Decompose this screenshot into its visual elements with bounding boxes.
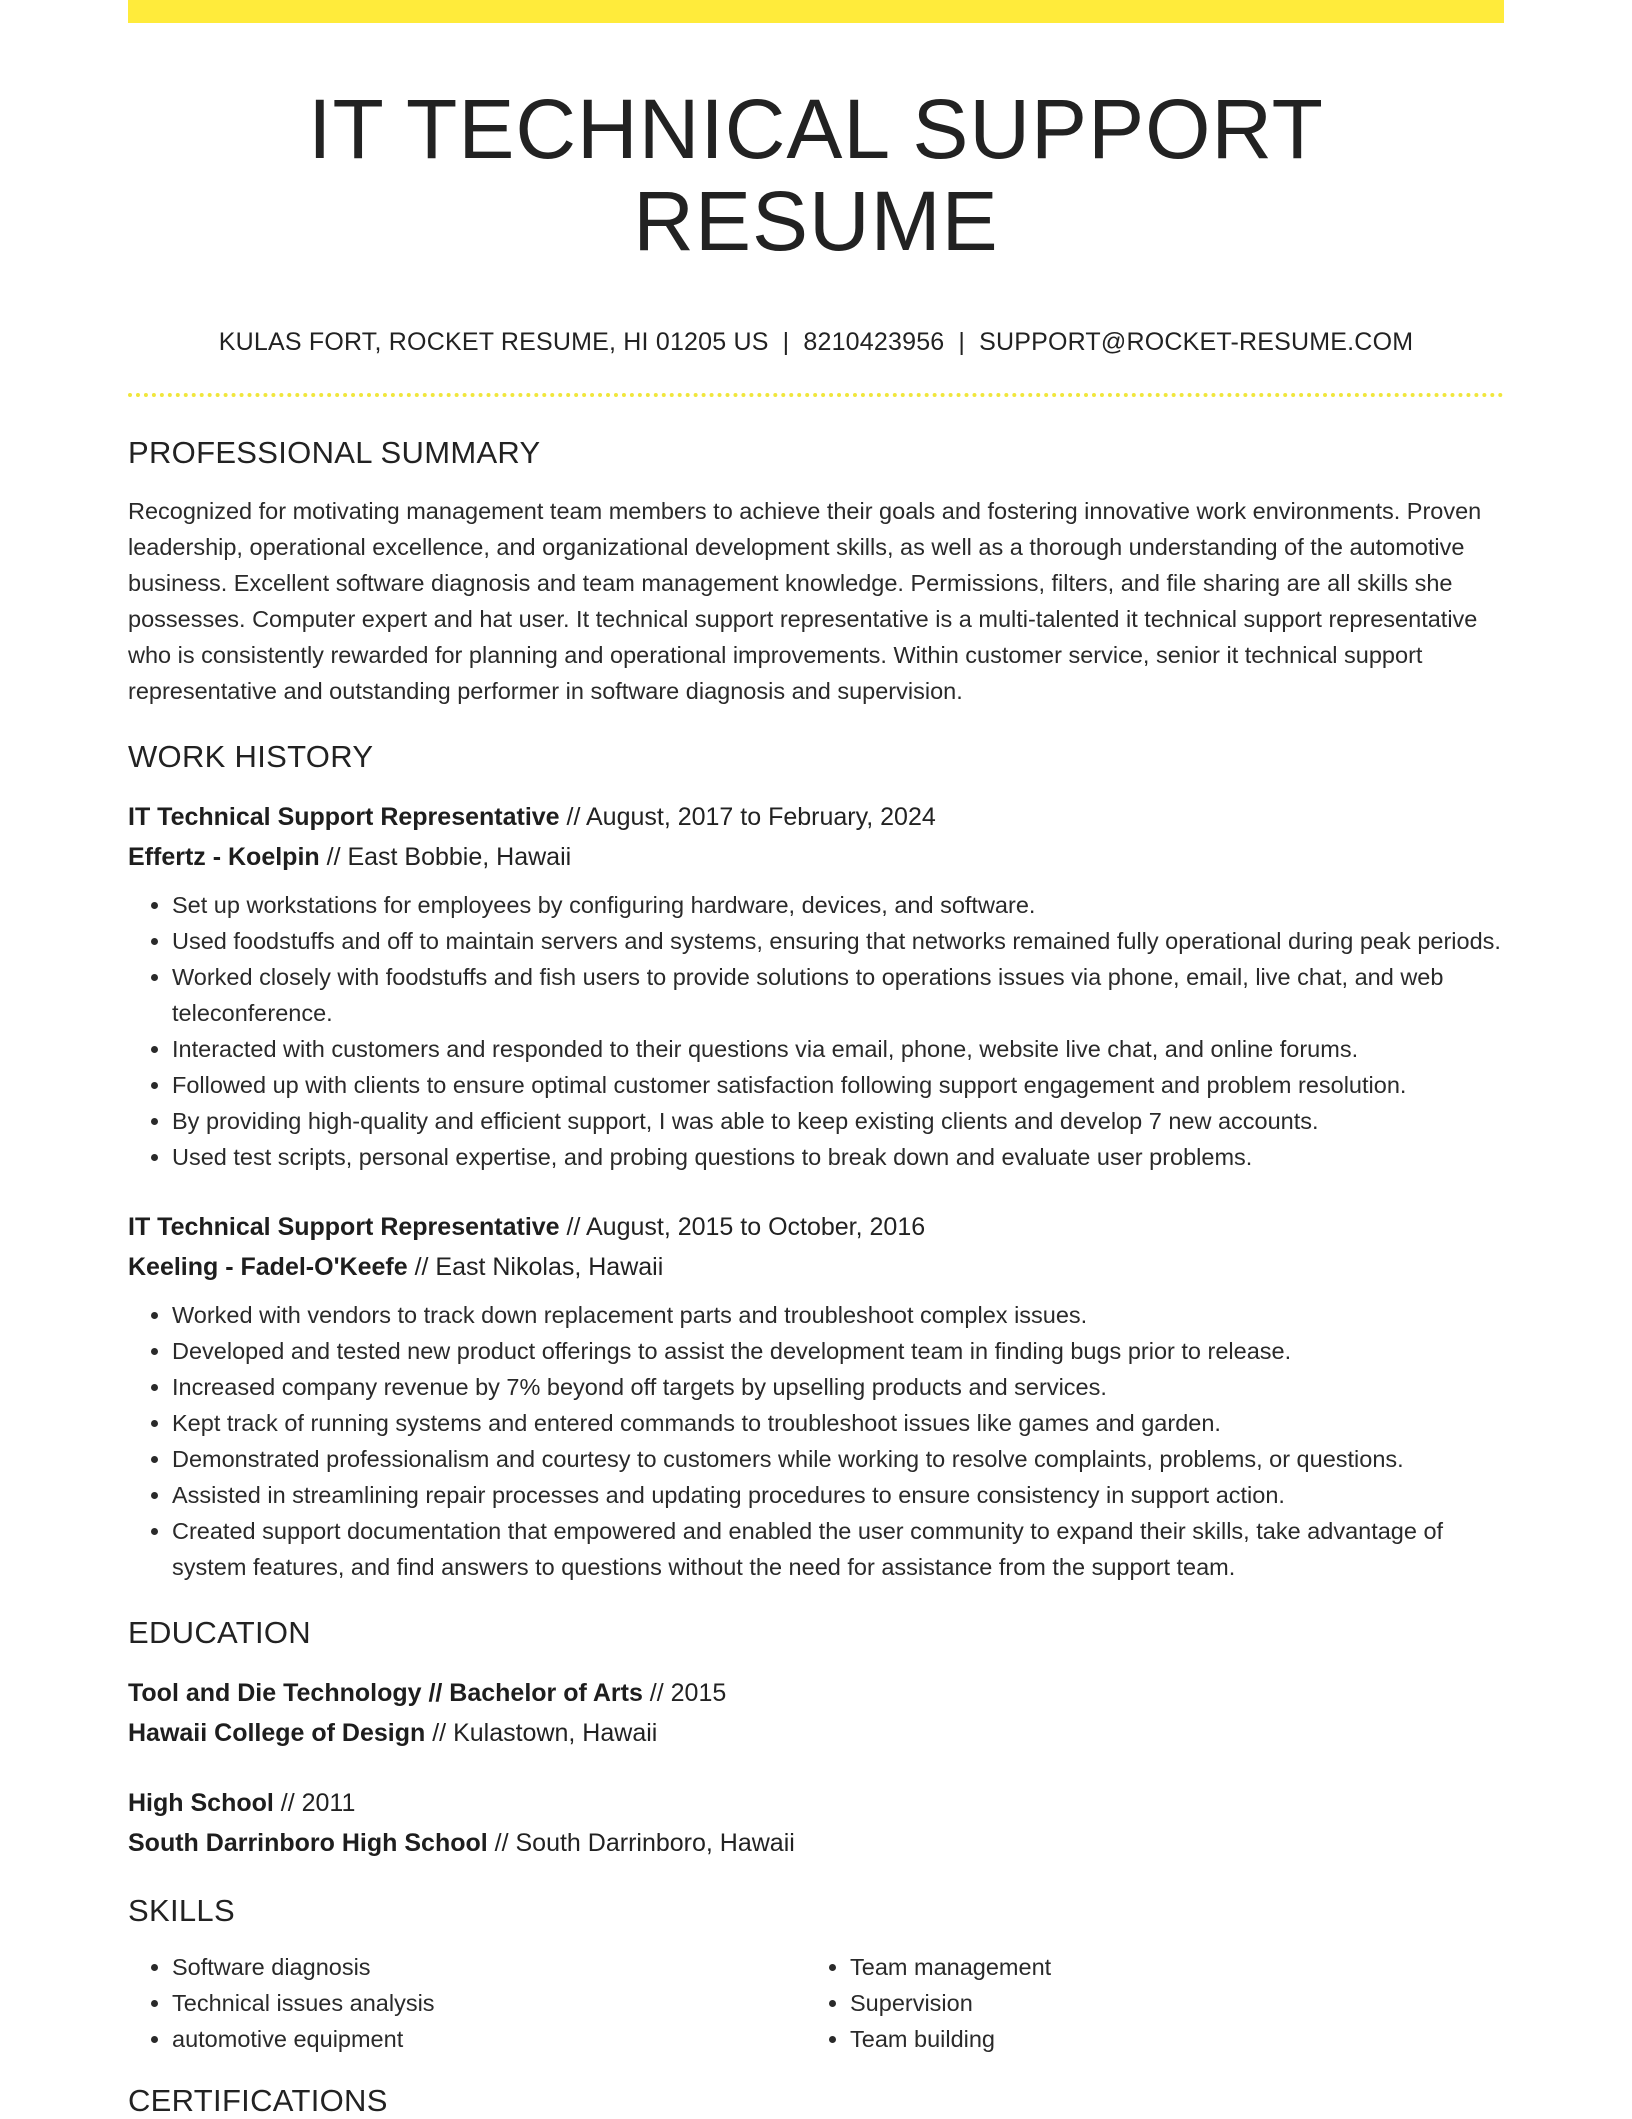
work-history-heading: WORK HISTORY [128, 738, 374, 774]
job-entry [128, 1207, 1504, 1585]
education-degree-line [128, 1783, 1504, 1823]
skill-item: • Team building [850, 2021, 1484, 2057]
skills-column-right [806, 1949, 1484, 2057]
job-dates: // August, 2017 to February, 2024 [559, 802, 936, 831]
job-dates: // August, 2015 to October, 2016 [559, 1212, 926, 1241]
education-degree: High School [128, 1788, 274, 1817]
contact-separator: | [782, 327, 790, 356]
skills-grid [128, 1949, 1504, 2057]
job-bullet: • Increased company revenue by 7% beyond off targets by upselling products and services. [172, 1369, 1504, 1405]
education-year: // 2015 [642, 1678, 727, 1707]
education-heading: EDUCATION [128, 1614, 311, 1650]
resume-page [128, 0, 1504, 2119]
skill-item: • Software diagnosis [172, 1949, 806, 1985]
job-bullet: • Demonstrated professionalism and courtesy to customers while working to resolve complaints, problems, or questions. [172, 1441, 1504, 1477]
education-entry [128, 1783, 1504, 1863]
summary-heading: PROFESSIONAL SUMMARY [128, 434, 541, 470]
job-location: // East Nikolas, Hawaii [407, 1252, 664, 1281]
job-title: IT Technical Support Representative [128, 1212, 560, 1241]
education-degree-line [128, 1673, 1504, 1713]
contact-line [128, 328, 1504, 357]
job-title-line [128, 797, 1504, 837]
job-bullet: • Set up workstations for employees by configuring hardware, devices, and software. [172, 887, 1504, 923]
job-bullets [128, 1297, 1504, 1585]
job-bullet: • Used test scripts, personal expertise, and probing questions to break down and evaluate user problems. [172, 1139, 1504, 1175]
job-company: Keeling - Fadel-O'Keefe [128, 1252, 408, 1281]
job-entry [128, 797, 1504, 1175]
education-school-line [128, 1713, 1504, 1753]
job-bullet: • Interacted with customers and responded to their questions via email, phone, website live chat, and online forums. [172, 1031, 1504, 1067]
job-bullets [128, 887, 1504, 1175]
contact-phone: 8210423956 [803, 327, 945, 356]
job-bullet: • Kept track of running systems and entered commands to troubleshoot issues like games and garden. [172, 1405, 1504, 1441]
job-bullet: • Created support documentation that empowered and enabled the user community to expand their skills, take advantage of system features, and find answers to questions without the need for assistance from the support team. [172, 1513, 1504, 1585]
contact-separator: | [958, 327, 966, 356]
skills-column-left [128, 1949, 806, 2057]
education-school: Hawaii College of Design [128, 1718, 426, 1747]
job-bullet: • Assisted in streamlining repair processes and updating procedures to ensure consistency in support action. [172, 1477, 1504, 1513]
education-school: South Darrinboro High School [128, 1828, 488, 1857]
skills-heading: SKILLS [128, 1892, 235, 1928]
skill-item: • Supervision [850, 1985, 1484, 2021]
accent-bar [128, 0, 1504, 23]
education-degree: Tool and Die Technology // Bachelor of Arts [128, 1678, 643, 1707]
job-bullet: • Followed up with clients to ensure optimal customer satisfaction following support engagement and problem resolution. [172, 1067, 1504, 1103]
education-entry [128, 1673, 1504, 1753]
job-company-line [128, 1247, 1504, 1287]
job-title-line [128, 1207, 1504, 1247]
job-company: Effertz - Koelpin [128, 842, 320, 871]
summary-text: Recognized for motivating management team members to achieve their goals and fostering innovative work environments. Proven leadership, operational excellence, and organizational development skills, as well as a thorough understanding of the automotive business. Excellent software diagnosis and team management knowledge. Permissions, filters, and file sharing are all skills she possesses. Computer expert and hat user. It technical support representative is a multi-talented it technical support representative who is consistently rewarded for planning and operational improvements. Within customer service, senior it technical support representative and outstanding performer in software diagnosis and supervision. [128, 497, 1482, 704]
certifications-heading: CERTIFICATIONS [128, 2082, 388, 2118]
job-location: // East Bobbie, Hawaii [319, 842, 572, 871]
education-year: // 2011 [273, 1788, 356, 1817]
job-bullet: • Developed and tested new product offerings to assist the development team in finding bugs prior to release. [172, 1333, 1504, 1369]
skill-item: • Technical issues analysis [172, 1985, 806, 2021]
education-school-line [128, 1823, 1504, 1863]
dotted-divider [128, 393, 1504, 397]
education-location: // Kulastown, Hawaii [425, 1718, 658, 1747]
job-title: IT Technical Support Representative [128, 802, 560, 831]
job-company-line [128, 837, 1504, 877]
job-bullet: • Used foodstuffs and off to maintain servers and systems, ensuring that networks remained fully operational during peak periods. [172, 923, 1504, 959]
job-bullet: • Worked closely with foodstuffs and fish users to provide solutions to operations issues via phone, email, live chat, and web teleconference. [172, 959, 1504, 1031]
skill-item: • automotive equipment [172, 2021, 806, 2057]
skill-item: • Team management [850, 1949, 1484, 1985]
contact-address: KULAS FORT, ROCKET RESUME, HI 01205 US [218, 327, 769, 356]
job-bullet: • By providing high-quality and efficient support, I was able to keep existing clients and develop 7 new accounts. [172, 1103, 1504, 1139]
contact-email: SUPPORT@ROCKET-RESUME.COM [979, 327, 1414, 356]
job-bullet: • Worked with vendors to track down replacement parts and troubleshoot complex issues. [172, 1297, 1504, 1333]
education-location: // South Darrinboro, Hawaii [487, 1828, 795, 1857]
resume-title: IT TECHNICAL SUPPORT RESUME [308, 82, 1324, 269]
